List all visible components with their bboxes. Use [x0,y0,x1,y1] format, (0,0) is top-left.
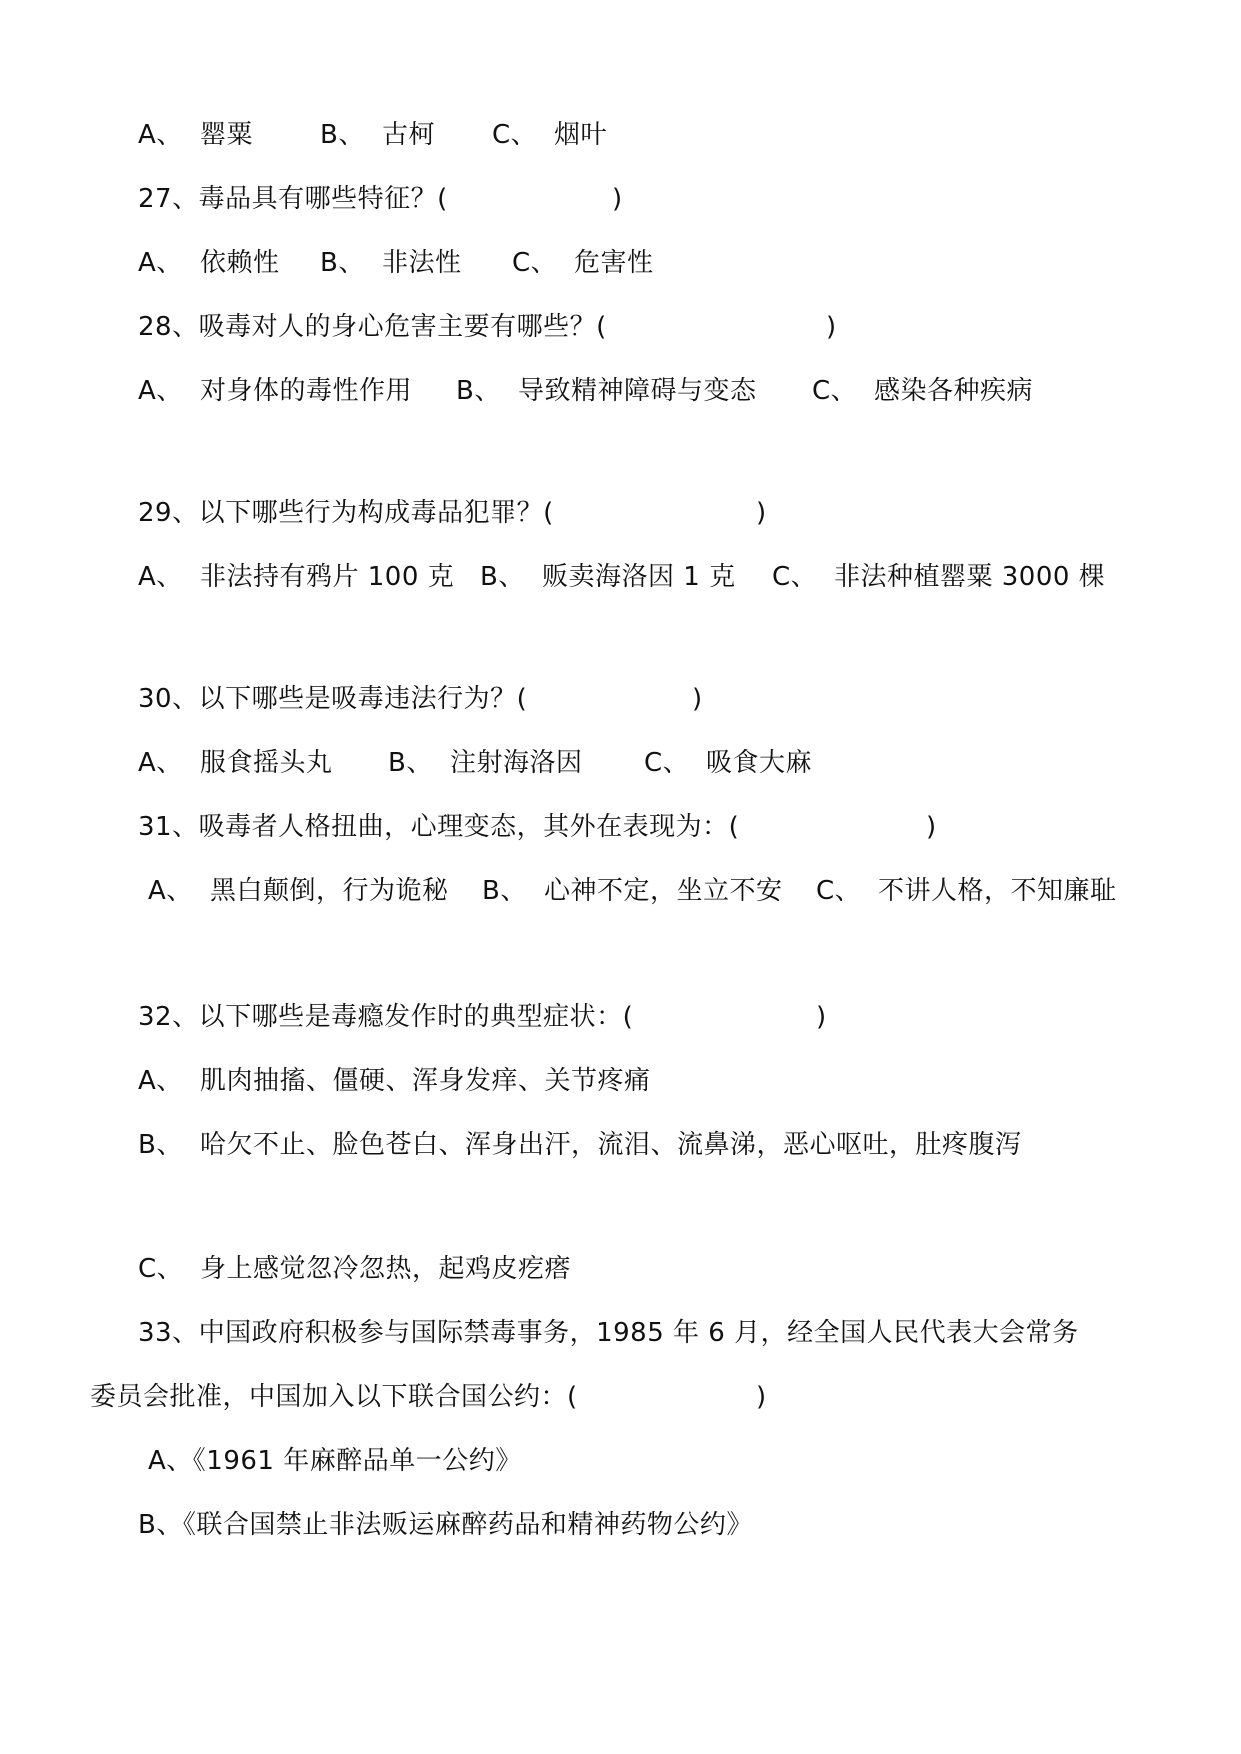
option-b-text: B、《联合国禁止非法贩运麻醉药品和精神药物公约》 [138,1510,753,1540]
answer-blank-close: ) [816,1002,827,1032]
option-a-text: 罂粟 [200,120,254,150]
option-a-text: 服食摇头丸 [200,748,333,778]
option-b-label: B、 [456,376,501,406]
question-text: 28、吸毒对人的身心危害主要有哪些？( [138,312,607,342]
question-text: 32、以下哪些是毒瘾发作时的典型症状：( [138,1002,634,1032]
option-a-label: A、 [148,876,193,906]
option-b-text: 心神不定，坐立不安 [544,876,783,906]
option-c-label: C、 [644,748,690,778]
question-text: 29、以下哪些行为构成毒品犯罪？( [138,498,554,528]
option-c-label: C、 [772,562,818,592]
question-text: 30、以下哪些是吸毒违法行为？( [138,684,528,714]
option-b-text: 哈欠不止、脸色苍白、浑身出汗，流泪、流鼻涕，恶心呕吐，肚疼腹泻 [200,1130,1022,1160]
option-b-text: 注射海洛因 [450,748,583,778]
answer-blank-close: ) [756,498,767,528]
option-b-label: B、 [480,562,525,592]
option-c-label: C、 [138,1254,184,1284]
option-a-label: A、 [138,562,183,592]
option-a-text: 对身体的毒性作用 [200,376,413,406]
option-c-text: 烟叶 [554,120,608,150]
option-a-label: A、 [138,248,183,278]
question-32-option-b [0,1128,1022,1264]
option-c-label: C、 [816,876,862,906]
option-b-text: 导致精神障碍与变态 [518,376,757,406]
option-c-text: 身上感觉忽冷忽热，起鸡皮疙瘩 [200,1254,572,1284]
question-text-continued: 委员会批准，中国加入以下联合国公约：( [90,1382,578,1412]
option-a-text: 非法持有鸦片 100 克 [200,562,455,592]
option-c-text: 危害性 [574,248,654,278]
option-c-label: C、 [492,120,538,150]
option-a-label: A、 [138,376,183,406]
answer-blank-close: ) [692,684,703,714]
option-c-label: C、 [512,248,558,278]
option-b-text: 贩卖海洛因 1 克 [542,562,736,592]
option-b-label: B、 [482,876,527,906]
answer-blank-close: ) [756,1382,767,1412]
answer-blank-close: ) [926,812,937,842]
option-a-label: A、 [138,120,183,150]
option-c-label: C、 [812,376,858,406]
answer-blank-close: ) [826,312,837,342]
option-b-text: 非法性 [382,248,462,278]
option-b-label: B、 [320,120,365,150]
option-b-label: B、 [138,1130,183,1160]
option-c-text: 吸食大麻 [706,748,813,778]
question-33-option-b [0,1508,753,1610]
answer-blank-close: ) [612,184,623,214]
option-b-label: B、 [320,248,365,278]
option-a-label: A、 [138,748,183,778]
option-a-label: A、 [138,1066,183,1096]
question-text: 27、毒品具有哪些特征？( [138,184,448,214]
question-text: 31、吸毒者人格扭曲，心理变态，其外在表现为：( [138,812,740,842]
question-text: 33、中国政府积极参与国际禁毒事务，1985 年 6 月，经全国人民代表大会常务 [138,1318,1079,1348]
option-a-text: 肌肉抽搐、僵硬、浑身发痒、关节疼痛 [200,1066,651,1096]
option-a-text: A、《1961 年麻醉品单一公约》 [148,1446,522,1476]
option-c-text: 感染各种疾病 [874,376,1034,406]
option-a-text: 依赖性 [200,248,280,278]
option-c-text: 非法种植罂粟 3000 棵 [834,562,1106,592]
option-c-text: 不讲人格，不知廉耻 [878,876,1117,906]
option-a-text: 黑白颠倒，行为诡秘 [210,876,449,906]
option-b-text: 古柯 [382,120,436,150]
option-b-label: B、 [388,748,433,778]
